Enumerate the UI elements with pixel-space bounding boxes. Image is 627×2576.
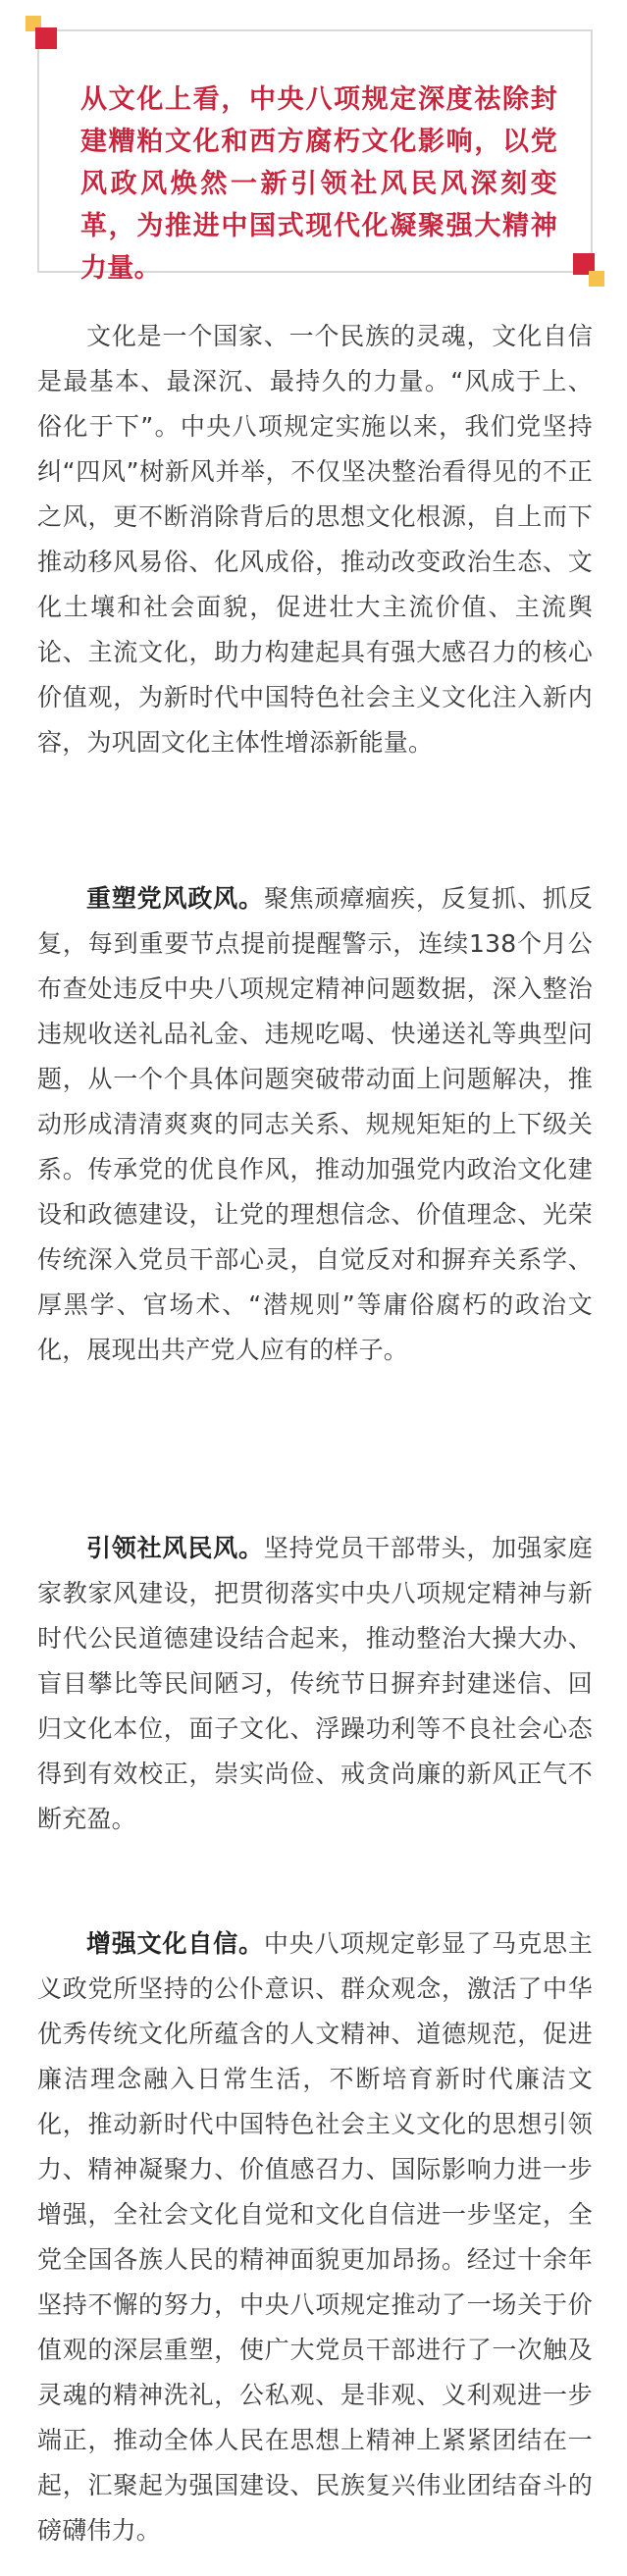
- paragraph-text: 聚焦顽瘴痼疾，反复抓、抓反复，每到重要节点提前提醒警示，连续138个月公布查处违反中央八项规定精神问题数据，深入整治违规收送礼品礼金、违规吃喝、快递送礼等典型问题，从一个个具体问题突破带动面上问题解决，推动形成清清爽爽的同志关系、规规矩矩的上下级关系。传承党的优良作风，推动加强党内政治文化建设和政德建设，让党的理想信念、价值理念、光荣传统深入党员干部心灵，自觉反对和摒弃关系学、厚黑学、官场术、“潜规则”等庸俗腐朽的政治文化，展现出共产党人应有的样子。: [37, 884, 593, 1364]
- paragraph-lead: 重塑党风政风。: [86, 884, 264, 913]
- paragraph-cultural-confidence: [37, 1921, 593, 2553]
- paragraph-lead: 引领社风民风。: [86, 1534, 264, 1562]
- paragraph-intro: [37, 314, 593, 765]
- paragraph-party-style: [37, 876, 593, 1373]
- paragraph-lead: 增强文化自信。: [86, 1929, 264, 1958]
- quote-box: [37, 29, 593, 284]
- paragraph-text: 文化是一个国家、一个民族的灵魂，文化自信是最基本、最深沉、最持久的力量。“风成于上、俗化于下”。中央八项规定实施以来，我们党坚持纠“四风”树新风并举，不仅坚决整治看得见的不正之风，更不断消除背后的思想文化根源，自上而下推动移风易俗、化风成俗，推动改变政治生态、文化土壤和社会面貌，促进壮大主流价值、主流舆论、主流文化，助力构建起具有强大感召力的核心价值观，为新时代中国特色社会主义文化注入新内容，为巩固文化主体性增添新能量。: [37, 322, 593, 757]
- paragraph-social-style: [37, 1526, 593, 1842]
- corner-square-yellow-bottom-right: [589, 271, 604, 287]
- quote-text: 从文化上看，中央八项规定深度祛除封建糟粕文化和西方腐朽文化影响，以党风政风焕然一新引领社风民风深刻变革，为推进中国式现代化凝聚强大精神力量。: [80, 84, 557, 284]
- paragraph-text: 中央八项规定彰显了马克思主义政党所坚持的公仆意识、群众观念，激活了中华优秀传统文化所蕴含的人文精神、道德规范，促进廉洁理念融入日常生活，不断培育新时代廉洁文化，推动新时代中国特色社会主义文化的思想引领力、精神凝聚力、价值感召力、国际影响力进一步增强，全社会文化自觉和文化自信进一步坚定，全党全国各族人民的精神面貌更加昂扬。经过十余年坚持不懈的努力，中央八项规定推动了一场关于价值观的深层重塑，使广大党员干部进行了一次触及灵魂的精神洗礼，公私观、是非观、义利观进一步端正，推动全体人民在思想上精神上紧紧团结在一起，汇聚起为强国建设、民族复兴伟业团结奋斗的磅礴伟力。: [37, 1929, 593, 2545]
- corner-square-red-top-left: [35, 27, 57, 49]
- paragraph-text: 坚持党员干部带头，加强家庭家教家风建设，把贯彻落实中央八项规定精神与新时代公民道德建设结合起来，推动整治大操大办、盲目攀比等民间陋习，传统节日摒弃封建迷信、回归文化本位，面子文化、浮躁功利等不良社会心态得到有效校正，崇实尚俭、戒贪尚廉的新风正气不断充盈。: [37, 1534, 593, 1833]
